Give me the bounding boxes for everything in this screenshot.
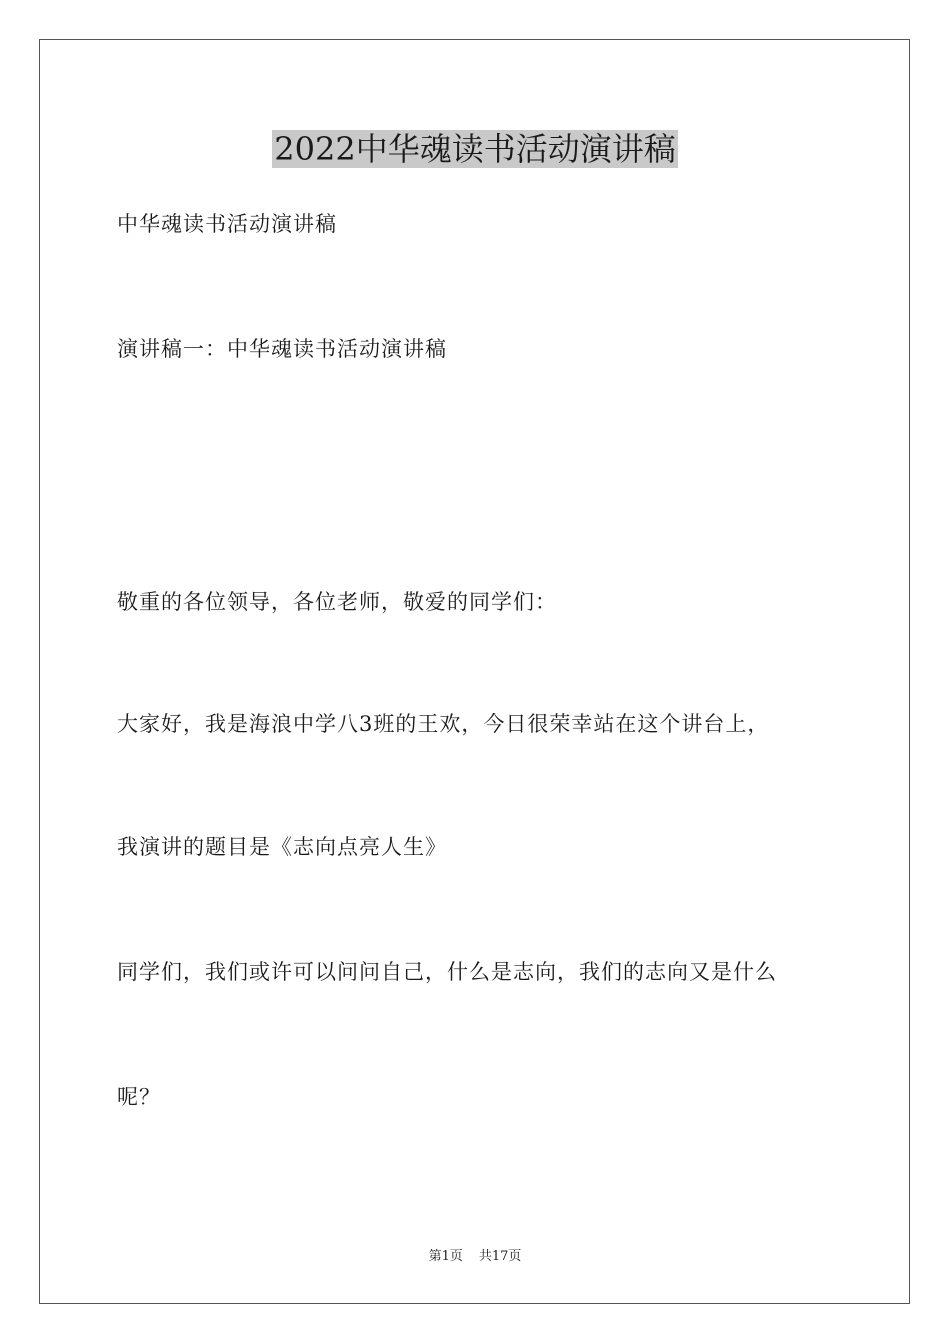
document-title — [0, 128, 950, 170]
greeting-paragraph: 敬重的各位领导，各位老师，敬爱的同学们： — [117, 590, 557, 614]
subtitle-paragraph: 中华魂读书活动演讲稿 — [117, 212, 337, 236]
page-footer — [0, 1248, 950, 1266]
page-number-total: 共17页 — [478, 1249, 522, 1264]
document-title-text: 2022中华魂读书活动演讲稿 — [274, 130, 676, 168]
page-number-current: 第1页 — [428, 1249, 463, 1264]
intro-paragraph: 大家好，我是海浪中学八3班的王欢，今日很荣幸站在这个讲台上， — [117, 712, 770, 736]
speech-heading-paragraph: 演讲稿一：中华魂读书活动演讲稿 — [117, 337, 447, 361]
question-continuation-paragraph: 呢？ — [117, 1085, 161, 1109]
topic-paragraph: 我演讲的题目是《志向点亮人生》 — [117, 835, 447, 859]
question-paragraph: 同学们，我们或许可以问问自己，什么是志向，我们的志向又是什么 — [117, 960, 777, 984]
